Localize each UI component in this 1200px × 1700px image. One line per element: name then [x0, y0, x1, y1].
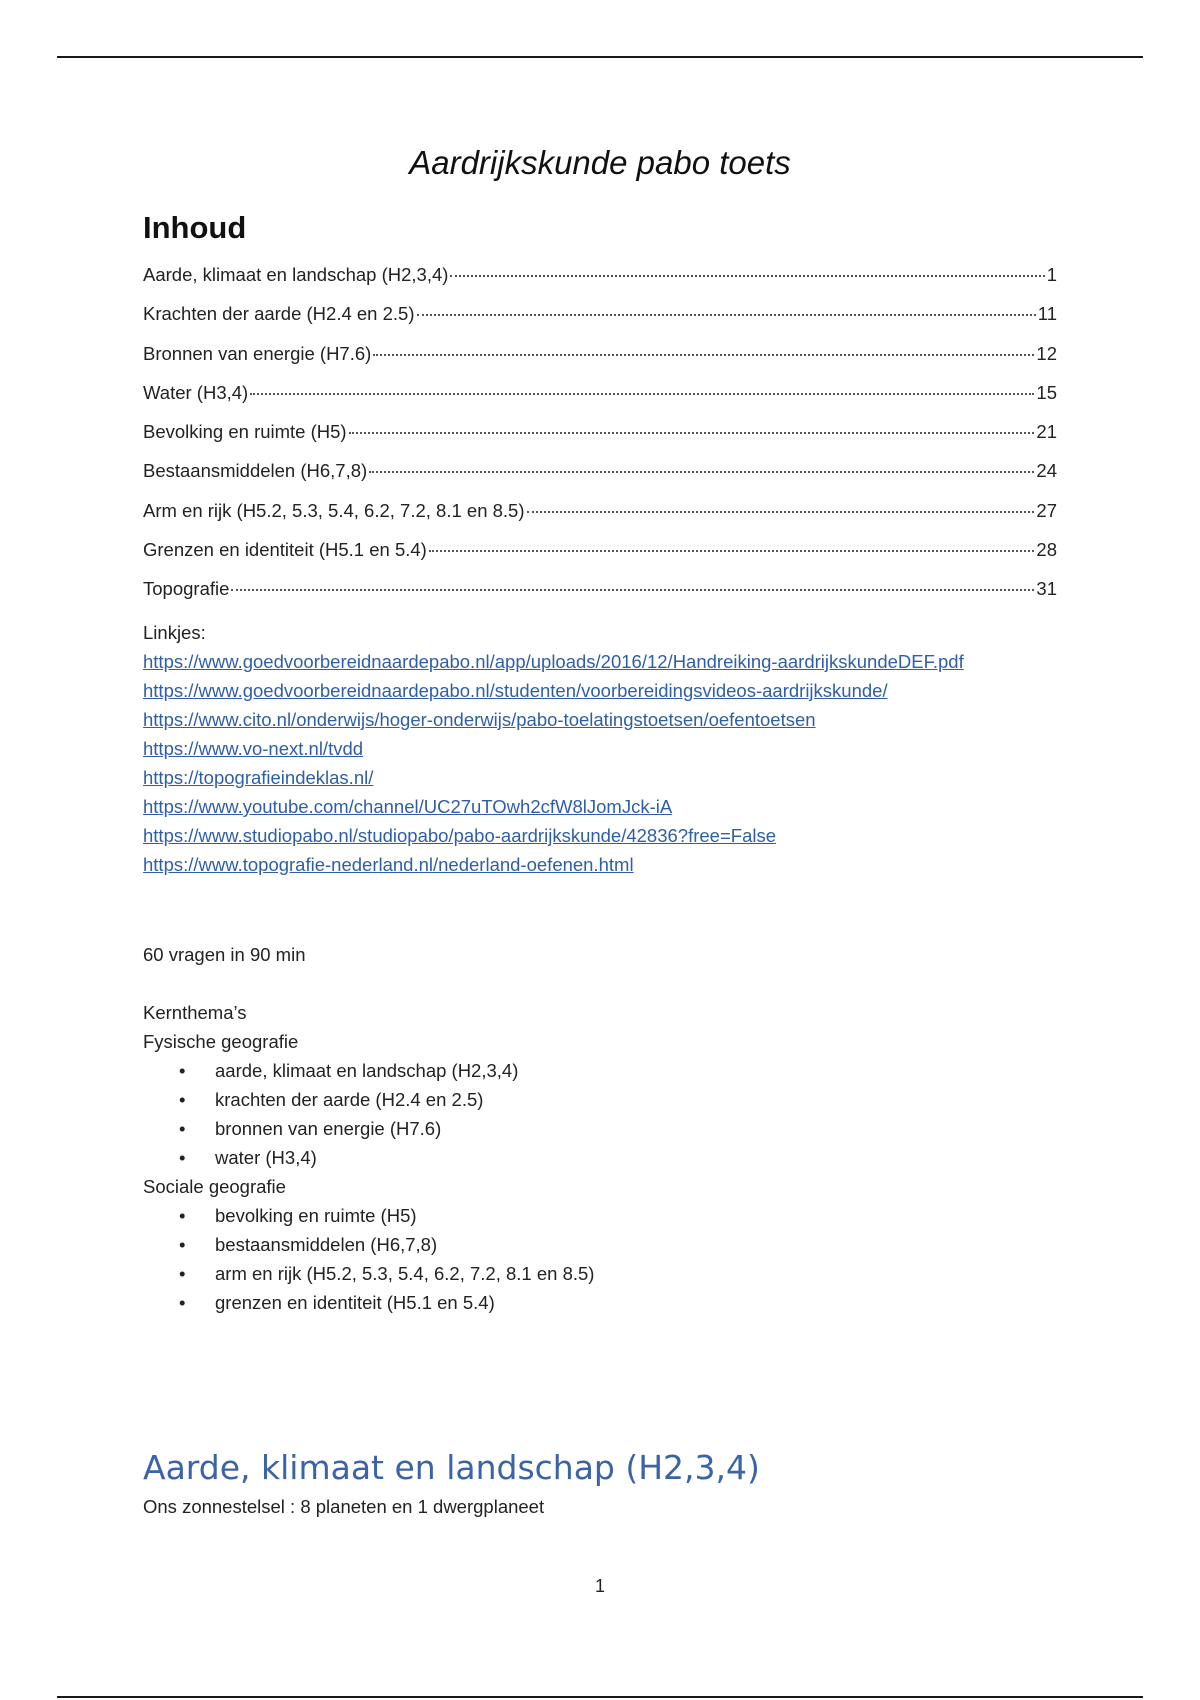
toc-entry-label[interactable]: Water (H3,4): [143, 381, 249, 403]
link-item: [143, 676, 1057, 705]
toc-leader: [527, 511, 1035, 513]
toc-entry[interactable]: [143, 539, 1057, 578]
toc-leader: [373, 354, 1034, 356]
header-rule: [57, 56, 1143, 58]
list-item: • water (H3,4): [215, 1143, 1057, 1172]
toc-entry-label[interactable]: Bevolking en ruimte (H5): [143, 421, 347, 443]
toc-entry-label[interactable]: Arm en rijk (H5.2, 5.3, 5.4, 6.2, 7.2, 8.1 en 8.5): [143, 499, 525, 521]
toc-leader: [417, 314, 1036, 316]
list-item: • bestaansmiddelen (H6,7,8): [215, 1230, 1057, 1259]
toc-entry[interactable]: [143, 343, 1057, 382]
hyperlink[interactable]: https://topografieindeklas.nl/: [143, 767, 374, 788]
list-item: • arm en rijk (H5.2, 5.3, 5.4, 6.2, 7.2, 8.1 en 8.5): [215, 1259, 1057, 1288]
toc-entry[interactable]: [143, 303, 1057, 342]
link-item: [143, 734, 1057, 763]
link-item: [143, 763, 1057, 792]
footer-rule: [57, 1696, 1143, 1698]
toc-entry-page[interactable]: 31: [1036, 578, 1057, 600]
hyperlink[interactable]: https://www.goedvoorbereidnaardepabo.nl/app/uploads/2016/12/Handreiking-aardrijkskundeDEF.pdf: [143, 651, 964, 672]
toc-entry[interactable]: [143, 500, 1057, 539]
sociale-label: Sociale geografie: [143, 1176, 286, 1197]
toc-leader: [450, 275, 1044, 277]
link-item: [143, 705, 1057, 734]
toc-leader: [349, 432, 1035, 434]
link-item: [143, 647, 1057, 676]
link-item: [143, 792, 1057, 821]
toc-entry-label[interactable]: Bronnen van energie (H7.6): [143, 342, 372, 364]
list-item: • krachten der aarde (H2.4 en 2.5): [215, 1085, 1057, 1114]
toc-entry[interactable]: [143, 578, 1057, 617]
toc-entry[interactable]: [143, 421, 1057, 460]
toc-entry[interactable]: [143, 382, 1057, 421]
list-item: • bevolking en ruimte (H5): [215, 1201, 1057, 1230]
table-of-contents: [143, 264, 1057, 618]
toc-entry-page[interactable]: 21: [1036, 421, 1057, 443]
toc-entry-label[interactable]: Grenzen en identiteit (H5.1 en 5.4): [143, 539, 427, 561]
toc-entry-page[interactable]: 28: [1036, 539, 1057, 561]
hyperlink[interactable]: https://www.cito.nl/onderwijs/hoger-onderwijs/pabo-toelatingstoetsen/oefentoetsen: [143, 709, 816, 730]
hyperlink[interactable]: https://www.vo-next.nl/tvdd: [143, 738, 364, 759]
toc-entry[interactable]: [143, 264, 1057, 303]
list-item: • aarde, klimaat en landschap (H2,3,4): [215, 1056, 1057, 1085]
toc-leader: [231, 589, 1034, 591]
toc-entry-page[interactable]: 27: [1036, 499, 1057, 521]
sociale-list: [143, 1201, 1057, 1317]
section-heading: Aarde, klimaat en landschap (H2,3,4): [143, 1448, 760, 1487]
hyperlink[interactable]: https://www.studiopabo.nl/studiopabo/pabo-aardrijkskunde/42836?free=False: [143, 825, 777, 846]
toc-heading: Inhoud: [143, 210, 247, 245]
kernthemas-block: [143, 998, 1057, 1317]
links-label: Linkjes:: [143, 622, 206, 643]
toc-entry-page[interactable]: 24: [1036, 460, 1057, 482]
list-item: • bronnen van energie (H7.6): [215, 1114, 1057, 1143]
toc-leader: [250, 393, 1034, 395]
list-item: • grenzen en identiteit (H5.1 en 5.4): [215, 1288, 1057, 1317]
hyperlink[interactable]: https://www.topografie-nederland.nl/nederland-oefenen.html: [143, 854, 634, 875]
toc-leader: [369, 471, 1034, 473]
toc-entry-label[interactable]: Bestaansmiddelen (H6,7,8): [143, 460, 368, 482]
hyperlink[interactable]: https://www.goedvoorbereidnaardepabo.nl/studenten/voorbereidingsvideos-aardrijkskunde/: [143, 680, 888, 701]
link-item: [143, 821, 1057, 850]
toc-entry-label[interactable]: Topografie: [143, 578, 230, 600]
toc-entry-label[interactable]: Aarde, klimaat en landschap (H2,3,4): [143, 264, 449, 285]
section-text: Ons zonnestelsel : 8 planeten en 1 dwergplaneet: [143, 1496, 545, 1517]
toc-entry-page[interactable]: 12: [1036, 342, 1057, 364]
question-info: 60 vragen in 90 min: [143, 944, 306, 965]
toc-leader: [429, 550, 1035, 552]
toc-entry[interactable]: [143, 460, 1057, 499]
fysische-list: [143, 1056, 1057, 1172]
toc-entry-page[interactable]: 15: [1036, 381, 1057, 403]
page-number: 1: [594, 1576, 605, 1596]
link-item: [143, 850, 1057, 879]
toc-entry-page[interactable]: 1: [1046, 264, 1057, 285]
document-title: Aardrijkskunde pabo toets: [409, 144, 791, 181]
links-list: [143, 647, 1057, 879]
toc-entry-page[interactable]: 11: [1037, 303, 1057, 325]
toc-entry-label[interactable]: Krachten der aarde (H2.4 en 2.5): [143, 303, 415, 325]
hyperlink[interactable]: https://www.youtube.com/channel/UC27uTOwh2cfW8lJomJck-iA: [143, 796, 673, 817]
fysische-label: Fysische geografie: [143, 1031, 299, 1052]
kernthemas-label: Kernthema’s: [143, 1002, 247, 1023]
